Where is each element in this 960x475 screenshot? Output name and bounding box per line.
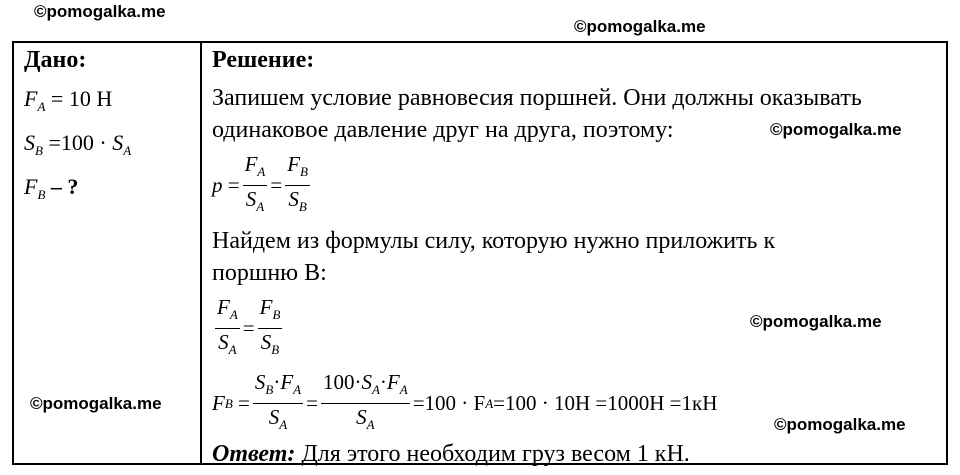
watermark: ©pomogalka.me (34, 2, 166, 21)
value: – ? (45, 174, 79, 199)
formula-pressure: p = $\frac{F_A}{S_A}$ = $\frac{F_B}{S_B}$ (212, 152, 308, 214)
watermark: ©pomogalka.me (770, 120, 902, 139)
symbol: S (112, 130, 124, 155)
value: =100 · (42, 130, 113, 155)
formula-tail-2: =100 · 10H =1000H =1кH (493, 391, 718, 415)
subscript: B (35, 143, 43, 158)
answer-text: Для этого необходим груз весом 1 кН. (295, 441, 690, 467)
given-title: Дано: (24, 47, 87, 73)
answer-label: Ответ: (212, 441, 296, 467)
formula-equality: $\frac{F_A}{S_A}$ = $\frac{F_B}{S_B}$ (217, 295, 281, 357)
solution-title: Решение: (212, 47, 315, 73)
subscript: B (37, 187, 46, 202)
watermark: ©pomogalka.me (750, 312, 882, 331)
formula-result: F B = $\frac{S_B\cdot F_A}{S_A}$ = $\frac{100\cdot S_A\cdot F_A}{S_A}$ =100 · F A =100 · 10H =1000H =1кH (212, 370, 718, 432)
solution-paragraph-2: Найдем из формулы силу, которую нужно приложить к поршню В: (212, 228, 776, 286)
column-divider (200, 41, 202, 465)
symbol: F (24, 174, 38, 199)
given-unknown (24, 174, 194, 208)
subscript: A (37, 99, 46, 114)
solution-column (212, 44, 942, 469)
watermark: ©pomogalka.me (30, 394, 162, 413)
answer-line (212, 439, 942, 469)
symbol: F (24, 86, 38, 111)
watermark: ©pomogalka.me (574, 17, 706, 36)
watermark: ©pomogalka.me (774, 415, 906, 434)
subscript: A (123, 143, 132, 158)
value: = 10 Н (45, 86, 113, 111)
given-column (24, 44, 194, 208)
symbol: S (24, 130, 35, 155)
given-area-b (24, 130, 194, 164)
formula-tail: =100 · F (412, 391, 486, 415)
given-force-a (24, 86, 194, 120)
solution-paragraph-1: Запишем условие равновесия поршней. Они должны оказывать одинаковое давление друг на друга, поэтому: (212, 85, 862, 143)
